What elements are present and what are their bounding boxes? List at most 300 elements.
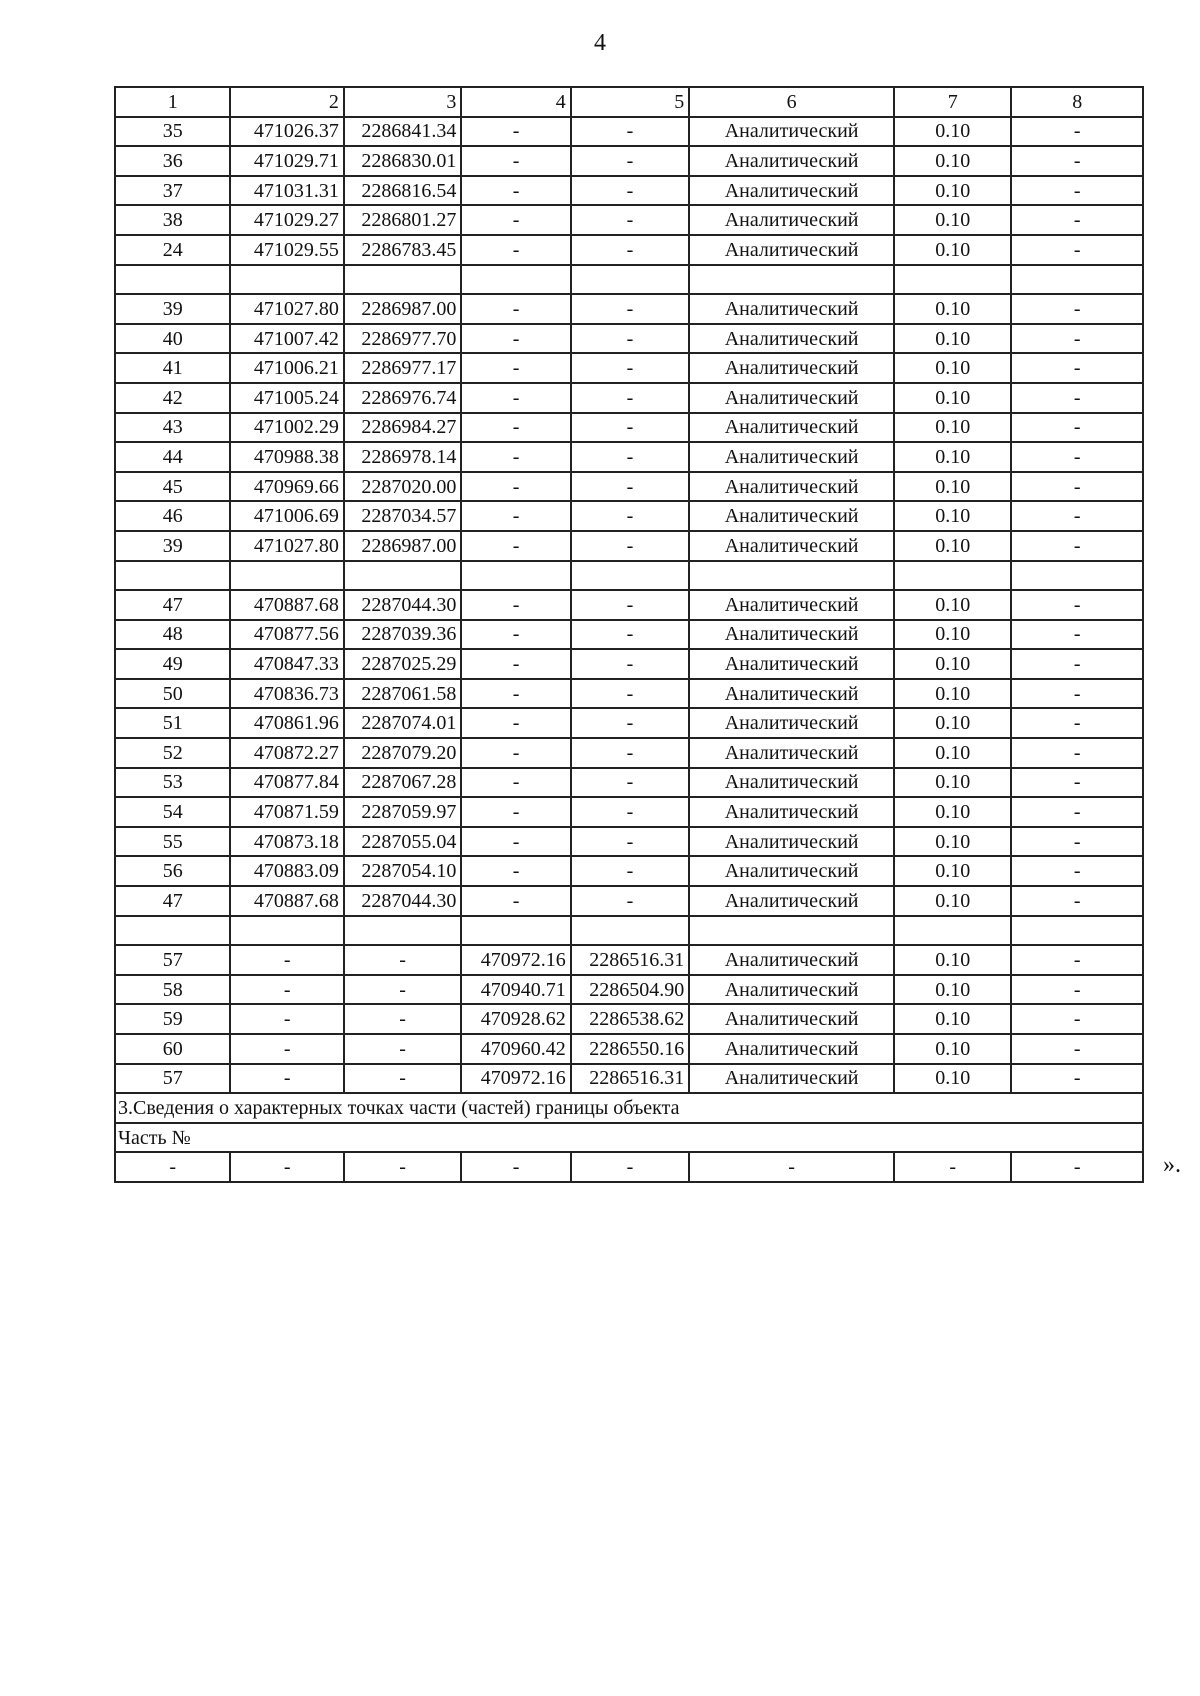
table-cell: 2287061.58 <box>344 679 461 709</box>
table-cell <box>689 265 894 295</box>
table-cell: 35 <box>115 117 230 147</box>
table-cell: 471007.42 <box>230 324 343 354</box>
table-cell: Аналитический <box>689 708 894 738</box>
table-cell: 0.10 <box>894 738 1011 768</box>
table-cell: Аналитический <box>689 768 894 798</box>
table-cell: Аналитический <box>689 146 894 176</box>
table-row <box>115 649 1143 679</box>
table-cell: - <box>571 235 689 265</box>
table-cell: 0.10 <box>894 797 1011 827</box>
table-cell: 2287034.57 <box>344 501 461 531</box>
table-cell: - <box>461 797 570 827</box>
table-cell: 470972.16 <box>461 1064 570 1094</box>
table-row <box>115 1064 1143 1094</box>
table-cell: - <box>571 679 689 709</box>
table-cell: 0.10 <box>894 531 1011 561</box>
table-cell: - <box>461 620 570 650</box>
table-cell <box>894 916 1011 946</box>
table-cell: - <box>571 383 689 413</box>
table-cell: 2286978.14 <box>344 442 461 472</box>
table-cell: 54 <box>115 797 230 827</box>
table-cell: - <box>571 176 689 206</box>
table-cell: Аналитический <box>689 1064 894 1094</box>
table-cell: 58 <box>115 975 230 1005</box>
table-cell: - <box>571 708 689 738</box>
table-cell: 7 <box>894 87 1011 117</box>
table-cell: - <box>1011 501 1143 531</box>
table-cell: 24 <box>115 235 230 265</box>
table-row <box>115 620 1143 650</box>
table-cell: - <box>461 501 570 531</box>
table-cell: 46 <box>115 501 230 531</box>
table-cell: 2287020.00 <box>344 472 461 502</box>
table-row <box>115 235 1143 265</box>
table-cell: - <box>571 353 689 383</box>
table-cell: - <box>571 413 689 443</box>
table-cell: 0.10 <box>894 294 1011 324</box>
table-cell: 0.10 <box>894 1004 1011 1034</box>
table-cell: - <box>1011 472 1143 502</box>
table-cell: 2287059.97 <box>344 797 461 827</box>
table-cell: 2287079.20 <box>344 738 461 768</box>
table-row <box>115 442 1143 472</box>
table-row <box>115 501 1143 531</box>
table-cell: - <box>571 827 689 857</box>
table-cell <box>230 916 343 946</box>
table-cell: 0.10 <box>894 886 1011 916</box>
table-cell: 6 <box>689 87 894 117</box>
table-cell: - <box>461 590 570 620</box>
table-cell: - <box>1011 975 1143 1005</box>
table-cell: - <box>461 442 570 472</box>
table-cell: 2286516.31 <box>571 945 689 975</box>
table-cell: Аналитический <box>689 1004 894 1034</box>
table-row <box>115 1004 1143 1034</box>
table-cell: - <box>571 531 689 561</box>
table-cell: - <box>1011 649 1143 679</box>
table-cell: 42 <box>115 383 230 413</box>
table-row <box>115 768 1143 798</box>
table-cell: - <box>571 1152 689 1182</box>
table-cell: 2286830.01 <box>344 146 461 176</box>
table-cell: - <box>571 590 689 620</box>
table-cell: 0.10 <box>894 708 1011 738</box>
table-cell: 39 <box>115 531 230 561</box>
table-cell: 470960.42 <box>461 1034 570 1064</box>
table-cell: 470928.62 <box>461 1004 570 1034</box>
table-separator-row <box>115 265 1143 295</box>
table-cell: 49 <box>115 649 230 679</box>
table-cell: - <box>1011 827 1143 857</box>
table-cell: - <box>461 856 570 886</box>
table-cell: 2286984.27 <box>344 413 461 443</box>
table-row <box>115 679 1143 709</box>
table-cell: 57 <box>115 945 230 975</box>
table-cell: - <box>571 501 689 531</box>
table-cell <box>461 265 570 295</box>
table-cell: Аналитический <box>689 1034 894 1064</box>
table-cell: Аналитический <box>689 945 894 975</box>
table-cell: - <box>1011 324 1143 354</box>
table-cell: 0.10 <box>894 117 1011 147</box>
section-3-title: 3.Сведения о характерных точках части (частей) границы объекта <box>115 1093 1143 1123</box>
table-cell: 57 <box>115 1064 230 1094</box>
table-cell: - <box>461 472 570 502</box>
table-row <box>115 886 1143 916</box>
table-cell: - <box>344 1064 461 1094</box>
table-cell: - <box>1011 383 1143 413</box>
table-cell: Аналитический <box>689 472 894 502</box>
table-cell: Аналитический <box>689 856 894 886</box>
table-cell <box>344 265 461 295</box>
table-cell: Аналитический <box>689 353 894 383</box>
table-cell: 41 <box>115 353 230 383</box>
table-cell: - <box>1011 205 1143 235</box>
table-cell: - <box>1011 708 1143 738</box>
table-cell: 470861.96 <box>230 708 343 738</box>
table-cell: 48 <box>115 620 230 650</box>
table-cell: Аналитический <box>689 590 894 620</box>
table-cell <box>571 916 689 946</box>
table-cell: - <box>344 975 461 1005</box>
table-cell: 2286976.74 <box>344 383 461 413</box>
table-cell: Аналитический <box>689 501 894 531</box>
table-cell: Аналитический <box>689 886 894 916</box>
table-cell: - <box>689 1152 894 1182</box>
table-cell: Аналитический <box>689 827 894 857</box>
table-cell: Аналитический <box>689 324 894 354</box>
table-cell: - <box>230 945 343 975</box>
table-row <box>115 294 1143 324</box>
table-cell: 2287074.01 <box>344 708 461 738</box>
table-cell: - <box>571 117 689 147</box>
table-row <box>115 353 1143 383</box>
table-cell: 2286516.31 <box>571 1064 689 1094</box>
table-cell: 470847.33 <box>230 649 343 679</box>
table-row <box>115 590 1143 620</box>
table-cell: 0.10 <box>894 353 1011 383</box>
table-cell: - <box>461 294 570 324</box>
table-cell: 471002.29 <box>230 413 343 443</box>
table-row <box>115 1034 1143 1064</box>
table-cell: - <box>571 146 689 176</box>
table-cell: - <box>461 353 570 383</box>
table-cell: - <box>571 856 689 886</box>
table-cell: - <box>1011 146 1143 176</box>
table-cell: - <box>461 708 570 738</box>
table-cell: Аналитический <box>689 531 894 561</box>
table-cell: - <box>1011 679 1143 709</box>
table-cell: - <box>1011 738 1143 768</box>
table-row <box>115 146 1143 176</box>
table-cell: 470972.16 <box>461 945 570 975</box>
table-cell: 2287025.29 <box>344 649 461 679</box>
table-cell: 470940.71 <box>461 975 570 1005</box>
table-cell: - <box>461 383 570 413</box>
table-cell: 470871.59 <box>230 797 343 827</box>
table-cell: 52 <box>115 738 230 768</box>
table-cell: Аналитический <box>689 294 894 324</box>
table-cell: - <box>1011 353 1143 383</box>
table-cell: - <box>571 620 689 650</box>
table-cell <box>344 916 461 946</box>
table-cell: - <box>1011 1034 1143 1064</box>
table-cell: Аналитический <box>689 620 894 650</box>
table-cell: - <box>1011 1152 1143 1182</box>
table-cell: 5 <box>571 87 689 117</box>
table-cell: - <box>1011 797 1143 827</box>
table-cell: 470877.84 <box>230 768 343 798</box>
table-cell: - <box>461 768 570 798</box>
table-cell: - <box>571 886 689 916</box>
table-cell: 2286504.90 <box>571 975 689 1005</box>
table-cell: 0.10 <box>894 945 1011 975</box>
table-cell: 0.10 <box>894 768 1011 798</box>
table-cell: Аналитический <box>689 235 894 265</box>
table-cell: 0.10 <box>894 856 1011 886</box>
table-row <box>115 383 1143 413</box>
table-cell: 0.10 <box>894 827 1011 857</box>
table-cell: 470887.68 <box>230 590 343 620</box>
table-cell: 51 <box>115 708 230 738</box>
table-cell: - <box>571 738 689 768</box>
table-cell: 0.10 <box>894 383 1011 413</box>
table-cell: 0.10 <box>894 324 1011 354</box>
table-cell: 2286538.62 <box>571 1004 689 1034</box>
table-cell: Аналитический <box>689 383 894 413</box>
table-cell: - <box>571 294 689 324</box>
table-cell <box>230 561 343 591</box>
table-cell: 0.10 <box>894 176 1011 206</box>
table-cell: 44 <box>115 442 230 472</box>
table-cell: 471026.37 <box>230 117 343 147</box>
table-cell: 2286987.00 <box>344 294 461 324</box>
table-cell: - <box>461 649 570 679</box>
table-cell: 38 <box>115 205 230 235</box>
table-row <box>115 797 1143 827</box>
table-cell: - <box>1011 531 1143 561</box>
table-cell: 470873.18 <box>230 827 343 857</box>
table-cell: - <box>461 205 570 235</box>
table-cell: 2287039.36 <box>344 620 461 650</box>
table-cell <box>461 916 570 946</box>
table-row <box>115 738 1143 768</box>
table-cell: - <box>571 324 689 354</box>
table-cell: 0.10 <box>894 679 1011 709</box>
table-cell: Аналитический <box>689 797 894 827</box>
table-cell: 2287067.28 <box>344 768 461 798</box>
table-cell <box>1011 561 1143 591</box>
table-cell: 471005.24 <box>230 383 343 413</box>
table-cell <box>115 916 230 946</box>
table-cell: 2286550.16 <box>571 1034 689 1064</box>
table-cell: 53 <box>115 768 230 798</box>
table-row <box>115 531 1143 561</box>
table-cell: - <box>1011 235 1143 265</box>
table-cell: 55 <box>115 827 230 857</box>
table-cell: 0.10 <box>894 472 1011 502</box>
table-cell <box>461 561 570 591</box>
table-cell: - <box>230 1034 343 1064</box>
table-cell: 470883.09 <box>230 856 343 886</box>
table-separator-row <box>115 561 1143 591</box>
table-cell: 471029.27 <box>230 205 343 235</box>
table-cell: 470877.56 <box>230 620 343 650</box>
table-cell: - <box>461 117 570 147</box>
table-cell: 2286977.70 <box>344 324 461 354</box>
table-cell: - <box>115 1152 230 1182</box>
table-cell <box>344 561 461 591</box>
table-cell: 0.10 <box>894 205 1011 235</box>
table-cell: 470988.38 <box>230 442 343 472</box>
table-cell: 2287044.30 <box>344 886 461 916</box>
part-row <box>115 1152 1143 1182</box>
table-cell: - <box>230 1064 343 1094</box>
table-cell: 0.10 <box>894 413 1011 443</box>
table-cell <box>571 561 689 591</box>
table-cell: - <box>571 472 689 502</box>
table-cell: - <box>230 1004 343 1034</box>
part-label: Часть № <box>115 1123 1143 1153</box>
table-cell <box>689 561 894 591</box>
table-cell: 0.10 <box>894 590 1011 620</box>
table-cell: - <box>1011 442 1143 472</box>
table-cell: 0.10 <box>894 442 1011 472</box>
table-cell <box>1011 916 1143 946</box>
table-cell: - <box>344 1152 461 1182</box>
table-cell: 2286977.17 <box>344 353 461 383</box>
table-cell <box>115 265 230 295</box>
table-cell: 36 <box>115 146 230 176</box>
table-cell: - <box>344 945 461 975</box>
table-cell: 2287044.30 <box>344 590 461 620</box>
table-cell: - <box>461 738 570 768</box>
table-cell: 0.10 <box>894 620 1011 650</box>
table-cell: - <box>344 1034 461 1064</box>
table-cell <box>230 265 343 295</box>
table-cell: 47 <box>115 590 230 620</box>
table-cell: 60 <box>115 1034 230 1064</box>
table-row <box>115 324 1143 354</box>
table-cell: 0.10 <box>894 1064 1011 1094</box>
table-cell: 47 <box>115 886 230 916</box>
table-row <box>115 856 1143 886</box>
table-cell: 4 <box>461 87 570 117</box>
table-cell: Аналитический <box>689 679 894 709</box>
table-cell: 56 <box>115 856 230 886</box>
table-cell: - <box>571 768 689 798</box>
table-cell: - <box>1011 886 1143 916</box>
table-cell: - <box>1011 117 1143 147</box>
table-cell: 471006.69 <box>230 501 343 531</box>
table-cell: 43 <box>115 413 230 443</box>
table-cell: - <box>1011 590 1143 620</box>
table-cell: - <box>571 649 689 679</box>
table-cell: - <box>1011 620 1143 650</box>
table-row <box>115 205 1143 235</box>
table-cell: 59 <box>115 1004 230 1034</box>
table-cell: 3 <box>344 87 461 117</box>
table-cell <box>689 916 894 946</box>
table-row <box>115 472 1143 502</box>
table-cell: - <box>461 413 570 443</box>
table-cell: - <box>461 176 570 206</box>
table-cell: 45 <box>115 472 230 502</box>
table-cell: 0.10 <box>894 975 1011 1005</box>
table-cell: - <box>461 146 570 176</box>
table-cell: - <box>1011 856 1143 886</box>
table-cell: 2 <box>230 87 343 117</box>
table-cell: - <box>1011 176 1143 206</box>
table-cell: 37 <box>115 176 230 206</box>
table-cell: - <box>461 886 570 916</box>
table-cell <box>894 561 1011 591</box>
table-cell: 0.10 <box>894 235 1011 265</box>
table-cell: - <box>230 975 343 1005</box>
table-row <box>115 708 1143 738</box>
table-cell: 471029.55 <box>230 235 343 265</box>
table-cell: 39 <box>115 294 230 324</box>
table-cell: 471027.80 <box>230 294 343 324</box>
table-header-row <box>115 87 1143 117</box>
table-cell: 470969.66 <box>230 472 343 502</box>
table-cell: - <box>1011 1004 1143 1034</box>
table-cell <box>115 561 230 591</box>
table-cell <box>571 265 689 295</box>
table-cell: 40 <box>115 324 230 354</box>
table-cell: - <box>344 1004 461 1034</box>
table-cell: - <box>1011 294 1143 324</box>
table-cell: - <box>461 324 570 354</box>
table-cell: Аналитический <box>689 442 894 472</box>
closing-quote: ». <box>1163 1152 1181 1178</box>
table-cell: Аналитический <box>689 413 894 443</box>
table-row <box>115 176 1143 206</box>
table-cell: Аналитический <box>689 649 894 679</box>
table-cell: 471031.31 <box>230 176 343 206</box>
table-cell: - <box>571 797 689 827</box>
table-cell: 0.10 <box>894 649 1011 679</box>
table-cell <box>894 265 1011 295</box>
table-cell: 470887.68 <box>230 886 343 916</box>
table-cell: - <box>230 1152 343 1182</box>
table-cell: 50 <box>115 679 230 709</box>
table-cell: - <box>1011 1064 1143 1094</box>
part-label-row <box>115 1123 1143 1153</box>
table-cell: 470872.27 <box>230 738 343 768</box>
table-cell: - <box>461 827 570 857</box>
table-cell: - <box>571 442 689 472</box>
table-cell: 2286987.00 <box>344 531 461 561</box>
table-cell: 0.10 <box>894 1034 1011 1064</box>
table-cell: Аналитический <box>689 205 894 235</box>
table-cell: - <box>461 1152 570 1182</box>
table-cell: 2287054.10 <box>344 856 461 886</box>
table-cell: 0.10 <box>894 146 1011 176</box>
section-3-title-row <box>115 1093 1143 1123</box>
table-cell: - <box>461 235 570 265</box>
table-cell: 470836.73 <box>230 679 343 709</box>
table-cell: 2286841.34 <box>344 117 461 147</box>
table-cell: 471029.71 <box>230 146 343 176</box>
table-cell: 8 <box>1011 87 1143 117</box>
table-cell: - <box>571 205 689 235</box>
table-cell: 2286801.27 <box>344 205 461 235</box>
table-cell: Аналитический <box>689 176 894 206</box>
table-cell: 2287055.04 <box>344 827 461 857</box>
table-cell: 471006.21 <box>230 353 343 383</box>
table-row <box>115 117 1143 147</box>
